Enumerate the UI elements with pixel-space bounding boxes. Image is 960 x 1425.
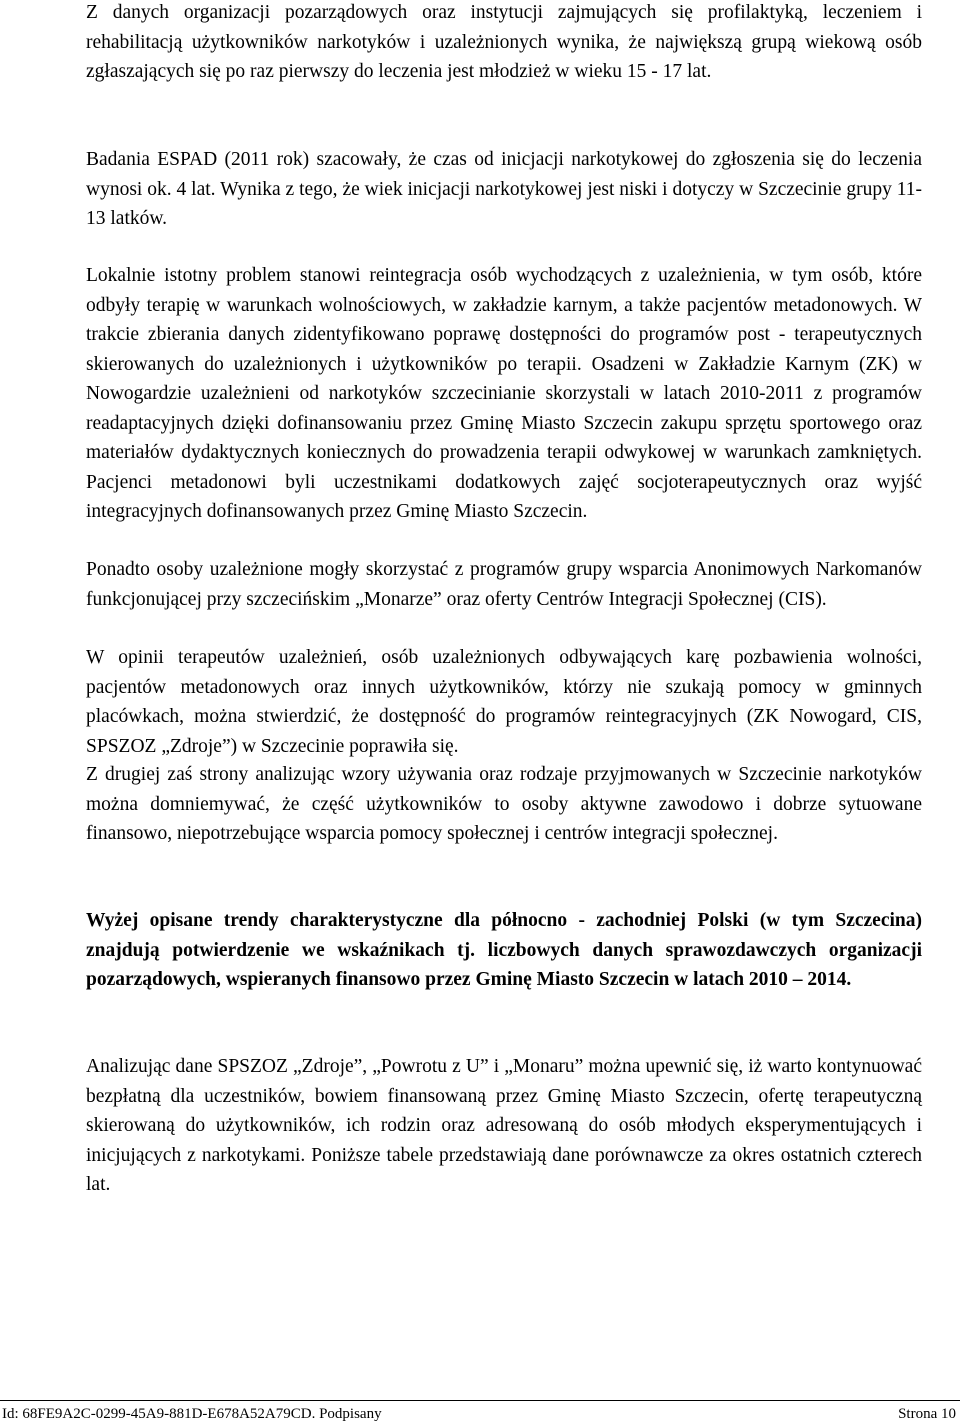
paragraph-espad-study: Badania ESPAD (2011 rok) szacowały, że czas od inicjacji narkotykowej do zgłoszenia się do leczenia wynosi ok. 4 lat. Wynika z tego, że wiek inicjacji narkotykowej jest niski i dotyczy w Szczecinie grupy 11-13 latków.: [86, 149, 922, 229]
footer-page-number: Strona 10: [898, 1406, 956, 1422]
paragraph-age-group: Z danych organizacji pozarządowych oraz instytucji zajmujących się profilaktyką, leczeniem i rehabilitacją użytkowników narkotyków i uzależnionych wynika, że największą grupą wiekową osób zgłaszających się po raz pierwszy do leczenia jest młodzież w wieku 15 - 17 lat.: [86, 2, 922, 82]
paragraph-support-groups: Ponadto osoby uzależnione mogły skorzystać z programów grupy wsparcia Anonimowych Narkomanów funkcjonującej przy szczecińskim „Monarze” oraz oferty Centrów Integracji Społecznej (CIS).: [86, 559, 922, 610]
paragraph-trends-bold: Wyżej opisane trendy charakterystyczne dla północno - zachodniej Polski (w tym Szczecina) znajdują potwierdzenie we wskaźnikach tj. liczbowych danych sprawozdawczych organizacji pozarządowych, wspieranych finansowo przez Gminę Miasto Szczecin w latach 2010 – 2014.: [86, 910, 922, 990]
paragraph-reintegration: Lokalnie istotny problem stanowi reintegracja osób wychodzących z uzależnienia, w tym osób, które odbyły terapię w warunkach wolnościowych, w zakładzie karnym, a także pacjentów metadonowych. W trakcie zbierania danych zidentyfikowano poprawę dostępności do programów post - terapeutycznych skierowanych do uzależnionych i użytkowników po terapii. Osadzeni w Zakładzie Karnym (ZK) w Nowogardzie uzależnieni od narkotyków szczecinianie skorzystali w latach 2010-2011 z programów readaptacyjnych dzięki dofinansowaniu przez Gminę Miasto Szczecin zakupu sprzętu sportowego oraz materiałów dydaktycznych koniecznych do prowadzenia terapii odwykowej w warunkach zamkniętych. Pacjenci metadonowi byli uczestnikami dodatkowych zajęć socjoterapeutycznych oraz wyjść integracyjnych dofinansowanych przez Gminę Miasto Szczecin.: [86, 265, 922, 522]
paragraph-analysis: Analizując dane SPSZOZ „Zdroje”, „Powrotu z U” i „Monaru” można upewnić się, iż warto kontynuować bezpłatną dla uczestników, bowiem finansowaną przez Gminę Miasto Szczecin, ofertę terapeutyczną skierowaną do użytkowników, ich rodzin oraz adresowaną do osób młodych eksperymentujących i inicjujących z narkotykami. Poniższe tabele przedstawiają dane porównawcze za okres ostatnich czterech lat.: [86, 1056, 922, 1195]
paragraph-therapist-opinion: W opinii terapeutów uzależnień, osób uzależnionych odbywających karę pozbawienia wolności, pacjentów metadonowych oraz innych użytkowników, którzy nie szukają pomocy w gminnych placówkach, można stwierdzić, że dostępność do programów reintegracyjnych (ZK Nowogard, CIS, SPSZOZ „Zdroje”) w Szczecinie poprawiła się.: [86, 647, 922, 757]
paragraph-usage-patterns: Z drugiej zaś strony analizując wzory używania oraz rodzaje przyjmowanych w Szczecinie narkotyków można domniemywać, że część użytkowników to osoby aktywne zawodowo i dobrze sytuowane finansowo, niepotrzebujące wsparcia pomocy społecznej i centrów integracji społecznej.: [86, 764, 922, 844]
page-footer: [0, 1400, 960, 1425]
footer-document-id: Id: 68FE9A2C-0299-45A9-881D-E678A52A79CD. Podpisany: [2, 1406, 382, 1422]
